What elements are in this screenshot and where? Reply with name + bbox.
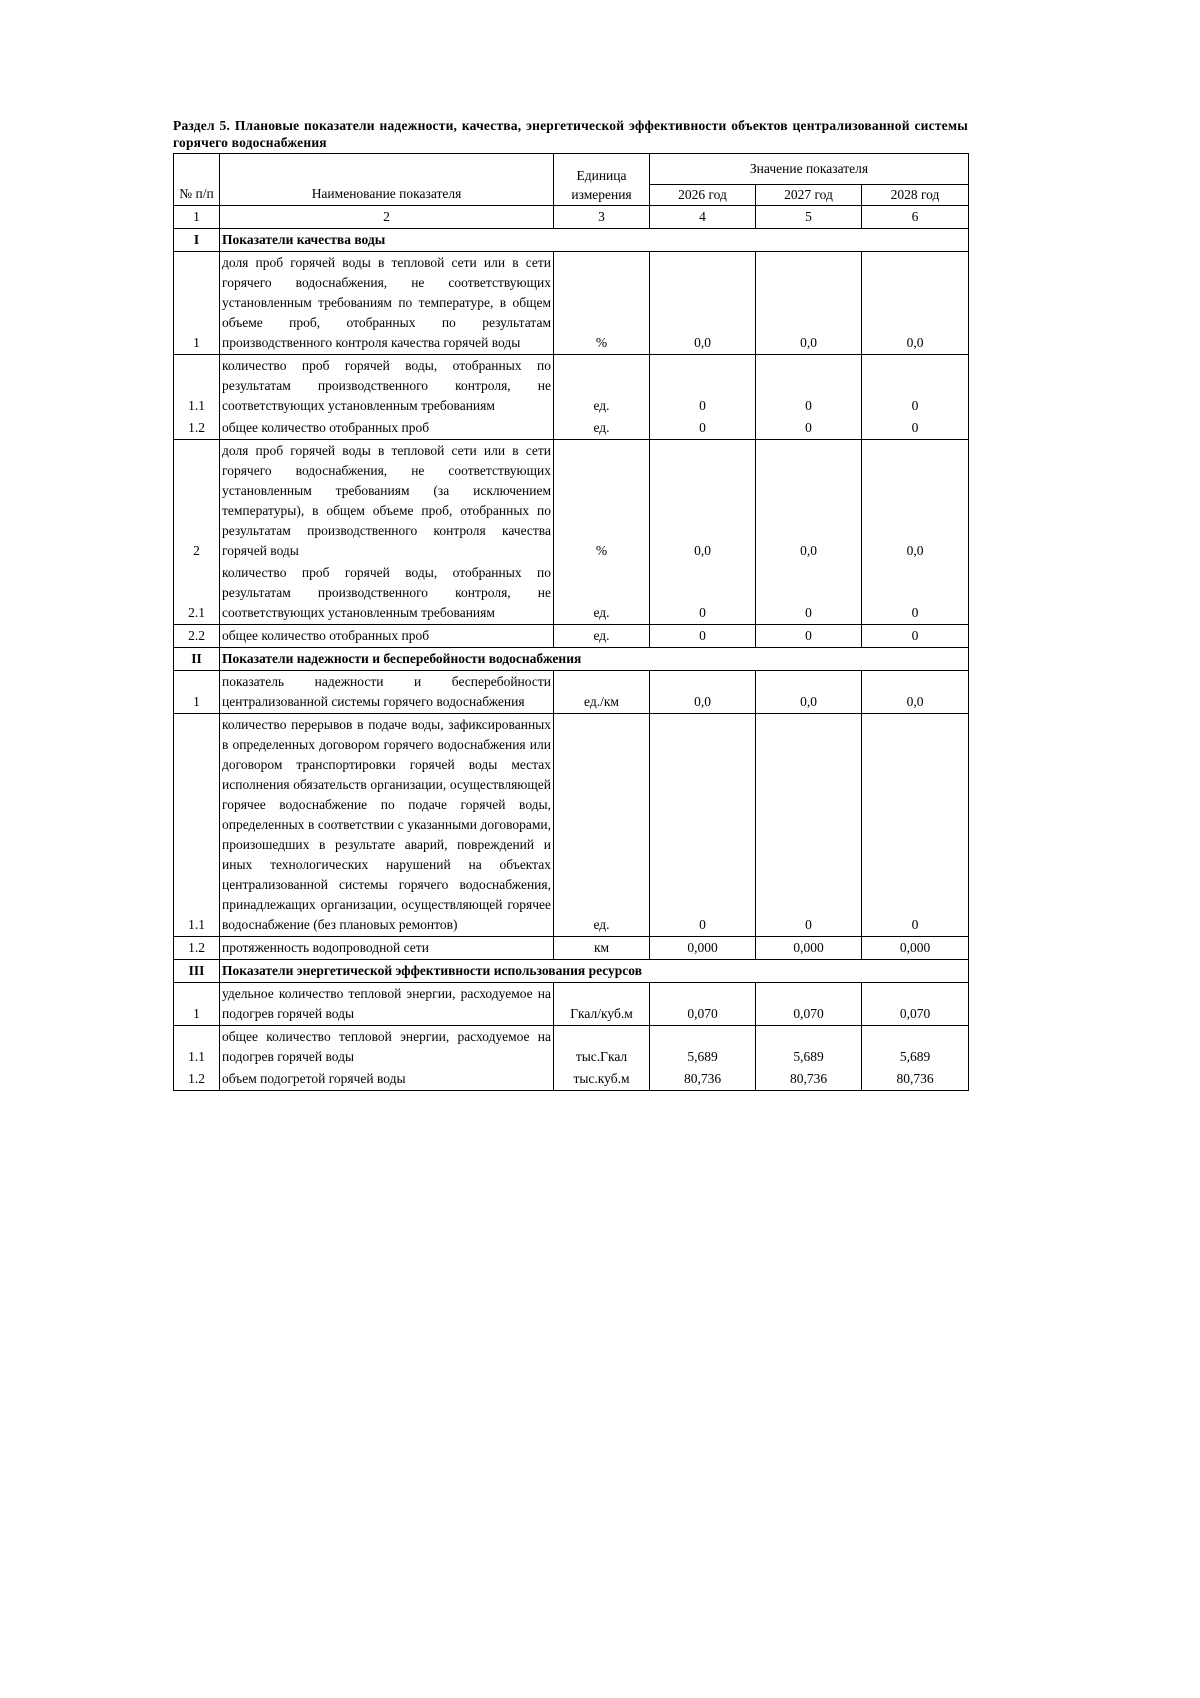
row-value-2027: 0,000 xyxy=(756,937,862,960)
row-number: 1.2 xyxy=(174,417,220,440)
row-value-2028: 5,689 xyxy=(862,1026,969,1069)
column-index: 2 xyxy=(220,206,554,229)
row-unit: ед./км xyxy=(554,671,650,714)
table-row xyxy=(174,440,969,563)
section-number: I xyxy=(174,229,220,252)
row-value-2028: 0,070 xyxy=(862,983,969,1026)
table-row xyxy=(174,983,969,1026)
row-value-2026: 0 xyxy=(650,355,756,418)
table-row xyxy=(174,625,969,648)
row-value-2028: 0 xyxy=(862,417,969,440)
row-name: протяженность водопроводной сети xyxy=(220,937,554,960)
row-number: 1.2 xyxy=(174,937,220,960)
row-number: 1.1 xyxy=(174,1026,220,1069)
header-row xyxy=(174,154,969,185)
row-number: 1 xyxy=(174,252,220,355)
row-name: количество проб горячей воды, отобранных по результатам производственного контроля, не соответствующих установленным требованиям xyxy=(220,355,554,418)
row-value-2026: 0,0 xyxy=(650,252,756,355)
row-number: 2.2 xyxy=(174,625,220,648)
row-unit: км xyxy=(554,937,650,960)
row-name: удельное количество тепловой энергии, расходуемое на подогрев горячей воды xyxy=(220,983,554,1026)
section-title: Показатели энергетической эффективности использования ресурсов xyxy=(220,960,969,983)
column-index: 4 xyxy=(650,206,756,229)
row-value-2026: 80,736 xyxy=(650,1068,756,1091)
row-value-2026: 0,070 xyxy=(650,983,756,1026)
row-unit: ед. xyxy=(554,562,650,625)
table-row xyxy=(174,1068,969,1091)
row-unit: ед. xyxy=(554,355,650,418)
row-value-2026: 0,0 xyxy=(650,440,756,563)
row-name: доля проб горячей воды в тепловой сети или в сети горячего водоснабжения, не соответствующих установленным требованиям по температуре, в общем объеме проб, отобранных по результатам производственного контроля качества горячей воды xyxy=(220,252,554,355)
row-value-2026: 0 xyxy=(650,417,756,440)
row-value-2028: 0,000 xyxy=(862,937,969,960)
table-row xyxy=(174,1026,969,1069)
row-value-2027: 80,736 xyxy=(756,1068,862,1091)
row-value-2028: 80,736 xyxy=(862,1068,969,1091)
row-value-2028: 0,0 xyxy=(862,252,969,355)
header-name: Наименование показателя xyxy=(220,154,554,206)
row-unit: ед. xyxy=(554,714,650,937)
column-index: 1 xyxy=(174,206,220,229)
table-row xyxy=(174,355,969,418)
row-value-2027: 0,0 xyxy=(756,252,862,355)
row-value-2027: 0,0 xyxy=(756,440,862,563)
row-value-2028: 0 xyxy=(862,355,969,418)
row-value-2026: 0 xyxy=(650,562,756,625)
row-unit: % xyxy=(554,440,650,563)
column-index-row xyxy=(174,206,969,229)
section-heading: Раздел 5. Плановые показатели надежности, качества, энергетической эффективности объектов централизованной системы горячего водоснабжения xyxy=(173,118,968,150)
row-unit: ед. xyxy=(554,625,650,648)
table-row xyxy=(174,671,969,714)
row-number: 2.1 xyxy=(174,562,220,625)
row-value-2026: 0 xyxy=(650,625,756,648)
column-index: 3 xyxy=(554,206,650,229)
document-page xyxy=(173,117,968,1091)
table-row xyxy=(174,417,969,440)
header-num: № п/п xyxy=(174,154,220,206)
row-value-2028: 0 xyxy=(862,714,969,937)
section-number: II xyxy=(174,648,220,671)
table-row xyxy=(174,714,969,937)
row-value-2026: 5,689 xyxy=(650,1026,756,1069)
row-number: 1.2 xyxy=(174,1068,220,1091)
row-value-2026: 0 xyxy=(650,714,756,937)
row-name: объем подогретой горячей воды xyxy=(220,1068,554,1091)
row-name: количество проб горячей воды, отобранных по результатам производственного контроля, не соответствующих установленным требованиям xyxy=(220,562,554,625)
header-year: 2027 год xyxy=(756,185,862,206)
row-unit: % xyxy=(554,252,650,355)
header-year: 2028 год xyxy=(862,185,969,206)
row-number: 1.1 xyxy=(174,355,220,418)
row-value-2027: 0 xyxy=(756,355,862,418)
table-row xyxy=(174,937,969,960)
row-number: 1 xyxy=(174,671,220,714)
section-title: Показатели качества воды xyxy=(220,229,969,252)
row-value-2027: 0,0 xyxy=(756,671,862,714)
section-title: Показатели надежности и бесперебойности водоснабжения xyxy=(220,648,969,671)
header-year: 2026 год xyxy=(650,185,756,206)
row-name: общее количество тепловой энергии, расходуемое на подогрев горячей воды xyxy=(220,1026,554,1069)
row-name: общее количество отобранных проб xyxy=(220,625,554,648)
row-value-2026: 0,000 xyxy=(650,937,756,960)
row-unit: тыс.куб.м xyxy=(554,1068,650,1091)
row-number: 2 xyxy=(174,440,220,563)
indicators-table xyxy=(173,153,969,1091)
row-value-2026: 0,0 xyxy=(650,671,756,714)
row-value-2027: 5,689 xyxy=(756,1026,862,1069)
header-value: Значение показателя xyxy=(650,154,969,185)
row-value-2027: 0,070 xyxy=(756,983,862,1026)
row-value-2027: 0 xyxy=(756,417,862,440)
row-number: 1.1 xyxy=(174,714,220,937)
row-name: общее количество отобранных проб xyxy=(220,417,554,440)
header-unit: Единица измерения xyxy=(554,154,650,206)
row-value-2028: 0,0 xyxy=(862,671,969,714)
row-unit: тыс.Гкал xyxy=(554,1026,650,1069)
row-name: количество перерывов в подаче воды, зафиксированных в определенных договором горячего водоснабжения или договором транспортировки горячей воды местах исполнения обязательств организации, осуществляющей горячее водоснабжение по подаче горячей воды, определенных в соответствии с указанными договорами, произошедших в результате аварий, повреждений и иных технологических нарушений на объектах централизованной системы горячего водоснабжения, принадлежащих организации, осуществляющей горячее водоснабжение (без плановых ремонтов) xyxy=(220,714,554,937)
row-unit: ед. xyxy=(554,417,650,440)
section-number: III xyxy=(174,960,220,983)
row-name: показатель надежности и бесперебойности централизованной системы горячего водоснабжения xyxy=(220,671,554,714)
table-body xyxy=(174,154,969,1091)
row-value-2028: 0 xyxy=(862,625,969,648)
column-index: 6 xyxy=(862,206,969,229)
row-value-2027: 0 xyxy=(756,625,862,648)
row-name: доля проб горячей воды в тепловой сети или в сети горячего водоснабжения, не соответствующих установленным требованиям (за исключением температуры), в общем объеме проб, отобранных по результатам производственного контроля качества горячей воды xyxy=(220,440,554,563)
column-index: 5 xyxy=(756,206,862,229)
section-row xyxy=(174,960,969,983)
row-value-2028: 0,0 xyxy=(862,440,969,563)
table-row xyxy=(174,252,969,355)
row-value-2027: 0 xyxy=(756,714,862,937)
row-number: 1 xyxy=(174,983,220,1026)
row-unit: Гкал/куб.м xyxy=(554,983,650,1026)
section-row xyxy=(174,648,969,671)
table-row xyxy=(174,562,969,625)
row-value-2027: 0 xyxy=(756,562,862,625)
row-value-2028: 0 xyxy=(862,562,969,625)
section-row xyxy=(174,229,969,252)
